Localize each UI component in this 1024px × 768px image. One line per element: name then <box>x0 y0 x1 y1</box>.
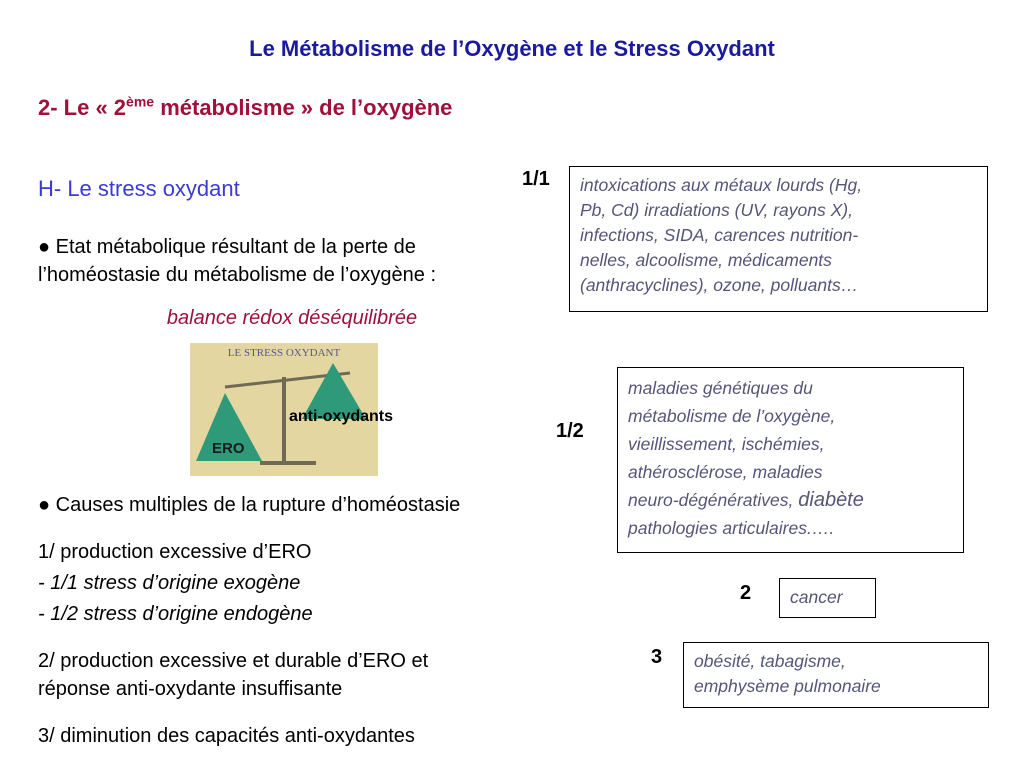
cause-2 <box>38 647 428 703</box>
box-exogene-line: (anthracyclines), ozone, polluants… <box>580 275 859 295</box>
scale-post <box>282 377 286 461</box>
anti-oxydants-label: anti-oxydants <box>289 408 394 425</box>
box-endogene-line: maladies génétiques du <box>628 378 813 398</box>
bullet-etat <box>38 233 436 289</box>
box-cancer: cancer <box>779 578 876 618</box>
box-endogene-line: pathologies articulaires.…. <box>628 518 835 538</box>
bullet-causes: ● Causes multiples de la rupture d’homéostasie <box>38 494 461 516</box>
balance-text: balance rédox déséquilibrée <box>166 307 418 329</box>
cause-2-line1: 2/ production excessive et durable d’ERO et <box>38 650 429 672</box>
cause-2-line2: réponse anti-oxydante insuffisante <box>38 678 343 700</box>
box-endogene-line: vieillissement, ischémies, <box>628 434 825 454</box>
box-exogene-line: infections, SIDA, carences nutrition- <box>580 225 859 245</box>
subtitle <box>38 95 452 121</box>
box-exogene-line: Pb, Cd) irradiations (UV, rayons X), <box>580 200 853 220</box>
cause-1-2: - 1/2 stress d’origine endogène <box>38 603 313 625</box>
box-obesite <box>683 642 989 708</box>
bullet-etat-line2: l’homéostasie du métabolisme de l’oxygène : <box>38 264 436 286</box>
box-endogene-line: métabolisme de l’oxygène, <box>628 406 836 426</box>
label-2: 2 <box>740 582 752 604</box>
illustration-header: LE STRESS OXYDANT <box>227 347 341 359</box>
box-exogene-line: intoxications aux métaux lourds (Hg, <box>580 175 863 195</box>
box-endogene-line: athérosclérose, maladies <box>628 462 823 482</box>
section-title: H- Le stress oxydant <box>38 176 240 201</box>
label-1-1: 1/1 <box>522 168 550 190</box>
causes-list <box>38 538 313 628</box>
bullet-etat-line1: ● Etat métabolique résultant de la perte de <box>38 236 416 258</box>
label-3: 3 <box>651 646 663 668</box>
cause-3: 3/ diminution des capacités anti-oxydantes <box>38 725 415 747</box>
subtitle-sup: ème <box>126 93 155 110</box>
page-title: Le Métabolisme de l’Oxygène et le Stress Oxydant <box>249 36 775 61</box>
ero-label: ERO <box>212 440 245 457</box>
subtitle-prefix: 2- Le « 2 <box>38 95 127 120</box>
box-endogene-text: neuro-dégénératives, <box>628 490 799 510</box>
box-obesite-line: emphysème pulmonaire <box>694 676 881 696</box>
cause-1: 1/ production excessive d’ERO <box>38 541 312 563</box>
box-endogene <box>617 367 964 553</box>
box-exogene-line: nelles, alcoolisme, médicaments <box>580 250 832 270</box>
scale-base <box>260 461 316 465</box>
box-endogene-line-diabete <box>628 486 953 514</box>
diabete-text: diabète <box>798 489 864 511</box>
box-obesite-line: obésité, tabagisme, <box>694 651 846 671</box>
box-exogene <box>569 166 988 312</box>
cause-1-1: - 1/1 stress d’origine exogène <box>38 572 301 594</box>
label-1-2: 1/2 <box>556 420 584 442</box>
subtitle-suffix: métabolisme » de l’oxygène <box>154 95 453 120</box>
